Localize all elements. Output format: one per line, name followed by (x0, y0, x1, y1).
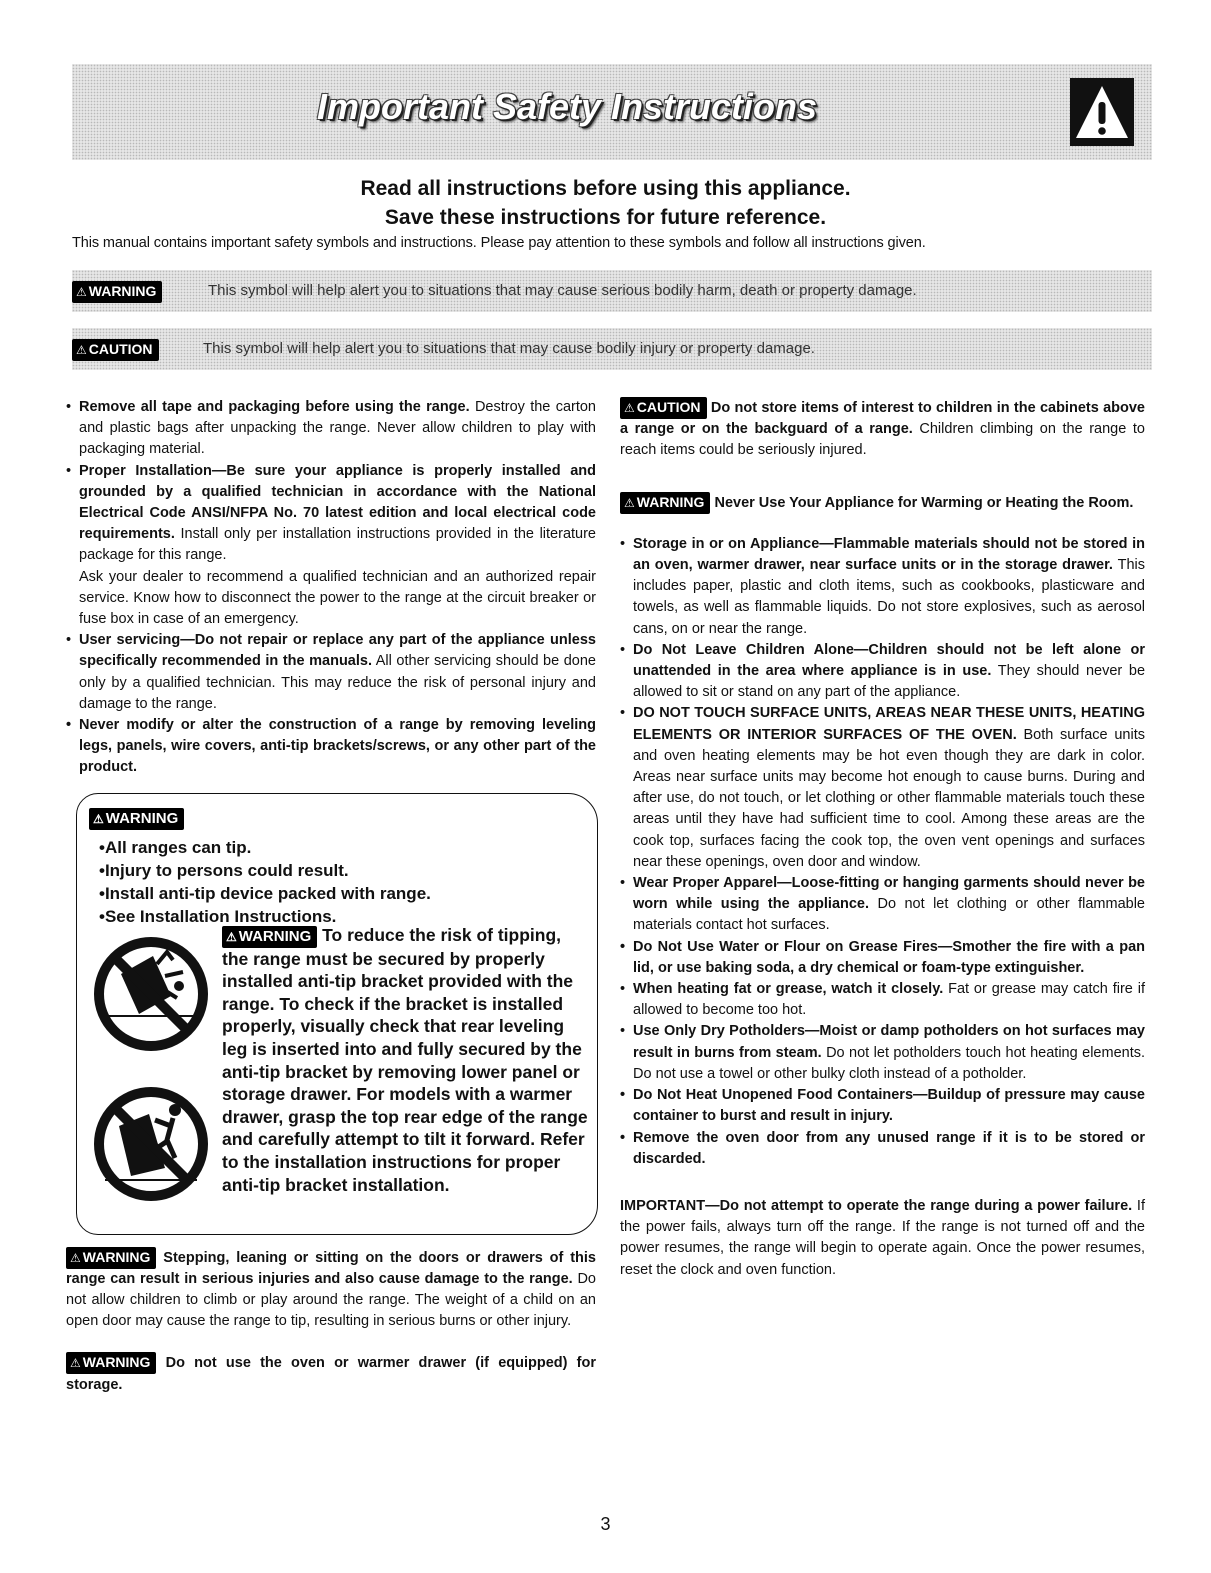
warning-triangle-icon: ⚠ (76, 285, 87, 299)
warning-tag: ⚠ WARNING (66, 1352, 156, 1374)
warning-triangle-icon: ⚠ (70, 1356, 81, 1371)
warning-storage-paragraph: ⚠ WARNING Do not use the oven or warmer drawer (if equipped) for storage. (66, 1354, 596, 1393)
warning-stepping-paragraph: ⚠ WARNING Stepping, leaning or sitting on the doors or drawers of this range can result in serious injuries and also cause damage to the range. Do not allow children to climb or play around the range. The weight of a child on an open door may cause the range to tip, resulting in serious burns or other injury. (66, 1248, 596, 1330)
warning-tag: ⚠ WARNING (89, 808, 184, 830)
intro-text: This manual contains important safety symbols and instructions. Please pay attention to these symbols and follow all instructions given. (72, 235, 926, 251)
bullet-item: • Install anti-tip device packed with range. (99, 882, 587, 905)
list-item: • Do Not Heat Unopened Food Containers—Buildup of pressure may cause container to burst and result in injury. (620, 1085, 1145, 1127)
caution-symbol-bar (72, 328, 1152, 370)
warning-tag: ⚠ WARNING (620, 492, 710, 514)
caution-triangle-icon: ⚠ (76, 343, 87, 357)
bullet-item: • Injury to persons could result. (99, 859, 587, 882)
list-item: • DO NOT TOUCH SURFACE UNITS, AREAS NEAR THESE UNITS, HEATING ELEMENTS OR INTERIOR SURFACES OF THE OVEN. Both surface units and oven heating elements may be hot even though they are dark in color. Areas near surface units may become hot enough to cause burns. During and after use, do not touch, or let clothing or other flammable materials touch these areas until they have had sufficient time to cool. Among these areas are the cook top, surfaces facing the cook top, the oven vent openings and surfaces near these openings, oven door and window. (620, 703, 1145, 873)
list-item: • Wear Proper Apparel—Loose-fitting or hanging garments should never be worn while using the appliance. Do not let clothing or other flammable materials contact hot surfaces. (620, 873, 1145, 937)
warning-triangle-icon: ⚠ (70, 1250, 81, 1265)
bullet-item: • All ranges can tip. (99, 836, 587, 859)
warning-tag: ⚠ WARNING (222, 926, 317, 948)
anti-tip-warning-box (76, 793, 598, 1235)
list-item: • Do Not Leave Children Alone—Children should not be left alone or unattended in the area where appliance is in use. They should never be allowed to sit or stand on any part of the appliance. (620, 640, 1145, 704)
warning-symbol-bar (72, 270, 1152, 312)
caution-symbol-description: This symbol will help alert you to situations that may cause bodily injury or property damage. (203, 340, 815, 357)
list-item: • Use Only Dry Potholders—Moist or damp potholders on hot surfaces may result in burns from steam. Do not let potholders touch hot heating elements. Do not use a towel or other bulky cloth instead of a potholder. (620, 1021, 1145, 1085)
anti-tip-bullets (89, 836, 587, 928)
bullet-item: • See Installation Instructions. (99, 905, 587, 928)
important-power-failure-paragraph: IMPORTANT—Do not attempt to operate the range during a power failure. If the power fails, always turn off the range. If the range is not turned off and the power resumes, the range will begin to operate again. Once the power resumes, reset the clock and oven function. (620, 1197, 1145, 1278)
page-title: Important Safety Instructions (316, 86, 818, 127)
warning-tag: ⚠ WARNING (72, 281, 162, 303)
caution-tag: ⚠ CAUTION (620, 397, 707, 419)
warning-triangle-icon: ⚠ (226, 929, 237, 944)
list-item: • Do Not Use Water or Flour on Grease Fires—Smother the fire with a pan lid, or use baking soda, a dry chemical or foam-type extinguisher. (620, 937, 1145, 979)
subtitle-save: Save these instructions for future reference. (384, 206, 827, 229)
warning-triangle-icon: ⚠ (93, 811, 104, 826)
caution-triangle-icon: ⚠ (624, 401, 635, 415)
list-item: • Proper Installation—Be sure your appliance is properly installed and grounded by a qualified technician in accordance with the National Electrical Code ANSI/NFPA No. 70 latest edition and local electrical code requirements. Install only per installation instructions provided in the literature package for this range. (66, 461, 596, 567)
no-child-climbing-icon (91, 1084, 211, 1204)
page-number: 3 (600, 1514, 611, 1534)
list-item: • Never modify or alter the construction of a range by removing leveling legs, panels, wire covers, anti-tip brackets/screws, or any other part of the product. (66, 715, 596, 779)
caution-children-paragraph: ⚠ CAUTION Do not store items of interest to children in the cabinets above a range or on the backguard of a range. Children climbing on the range to reach items could be seriously injured. (620, 399, 1145, 459)
caution-tag: ⚠ CAUTION (72, 339, 159, 361)
left-column (66, 397, 596, 1396)
right-column (620, 397, 1145, 1281)
warning-heating-paragraph: ⚠ WARNING Never Use Your Appliance for Warming or Heating the Room. (620, 492, 1145, 514)
title-banner (72, 64, 1152, 160)
list-item: • Remove all tape and packaging before using the range. Destroy the carton and plastic bags after unpacking the range. Never allow children to play with packaging material. (66, 397, 596, 461)
no-tipping-range-icon (91, 934, 211, 1054)
warning-symbol-description: This symbol will help alert you to situations that may cause serious bodily harm, death or property damage. (208, 282, 917, 299)
list-item: • Remove the oven door from any unused range if it is to be stored or discarded. (620, 1128, 1145, 1170)
list-item: • When heating fat or grease, watch it closely. Fat or grease may catch fire if allowed to become too hot. (620, 979, 1145, 1021)
alert-triangle-icon (1070, 78, 1134, 146)
list-item: • User servicing—Do not repair or replace any part of the appliance unless specifically recommended in the manuals. All other servicing should be done only by a qualified technician. This may reduce the risk of personal injury and damage to the range. (66, 630, 596, 715)
warning-tag: ⚠ WARNING (66, 1247, 156, 1269)
warning-triangle-icon: ⚠ (624, 495, 635, 510)
list-item: • Storage in or on Appliance—Flammable materials should not be stored in an oven, warmer drawer, near surface units or in the storage drawer. This includes paper, plastic and cloth items, such as cookbooks, plasticware and towels, as well as flammable liquids. Do not store explosives, such as aerosol cans, on or near the range. (620, 534, 1145, 640)
anti-tip-instructions: ⚠ WARNING To reduce the risk of tipping, the range must be secured by properly installed anti-tip bracket provided with the range. To check if the bracket is installed properly, visually check that rear leveling leg is inserted into and fully secured by the anti-tip bracket by removing lower panel or storage drawer. For models with a warmer drawer, grasp the top rear edge of the range and carefully attempt to tilt it forward. Refer to the installation instructions for proper anti-tip bracket installation. (222, 924, 588, 1195)
subtitle-read: Read all instructions before using this appliance. (360, 177, 851, 200)
list-item-continuation: Ask your dealer to recommend a qualified technician and an authorized repair service. Know how to disconnect the power to the range at the circuit breaker or fuse box in case of an emergency. (79, 568, 596, 628)
